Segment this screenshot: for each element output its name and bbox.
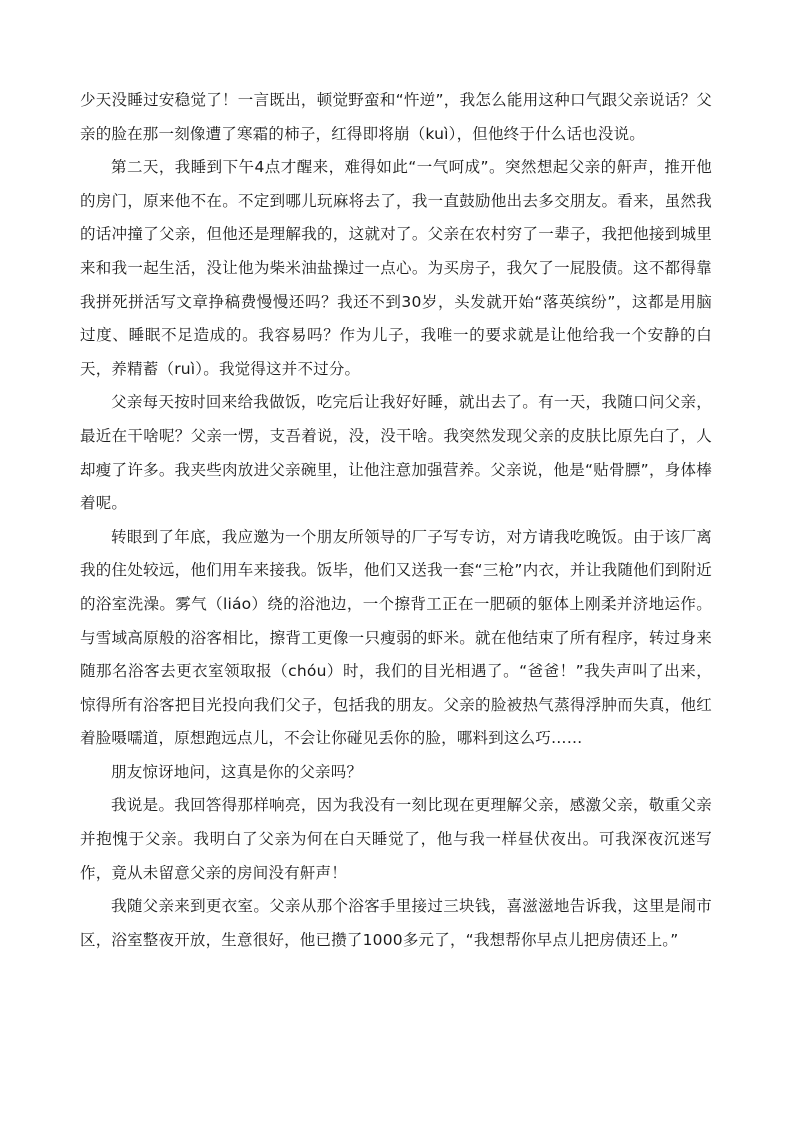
paragraph-5: 朋友惊讶地问，这真是你的父亲吗？ <box>111 762 363 781</box>
paragraph-3: 父亲每天按时回来给我做饭，吃完后让我好好睡，就出去了。有一天，我随口问父亲，最近在干啥呢？父亲一愣，支吾着说，没，没干啥。我突然发现父亲的皮肤比原先白了，人却瘦了许多。我夹些肉放进父亲碗里，让他注意加强营养。父亲说，他是“贴骨膘”，身体棒着呢。 <box>80 393 712 513</box>
paragraph-4: 转眼到了年底，我应邀为一个朋友所领导的厂子写专访，对方请我吃晚饭。由于该厂离我的住处较远，他们用车来接我。饭毕，他们又送我一套“三枪”内衣，并让我随他们到附近的浴室洗澡。雾气（liáo）绕的浴池边，一个擦背工正在一肥硕的躯体上刚柔并济地运作。与雪域高原般的浴客相比，擦背工更像一只瘦弱的虾米。就在他结束了所有程序，转过身来随那名浴客去更衣室领取报（chóu）时，我们的目光相遇了。“爸爸！”我失声叫了出来，惊得所有浴客把目光投向我们父子，包括我的朋友。父亲的脸被热气蒸得浮肿而失真，他红着脸嗫嚅道，原想跑远点儿，不会让你碰见丢你的脸，哪料到这么巧…… <box>80 527 712 748</box>
paragraph-6: 我说是。我回答得那样响亮，因为我没有一刻比现在更理解父亲，感激父亲，敬重父亲并抱愧于父亲。我明白了父亲为何在白天睡觉了，他与我一样昼伏夜出。可我深夜沉迷写作，竟从未留意父亲的房间没有鼾声！ <box>80 796 712 882</box>
paragraph-2: 第二天，我睡到下午4点才醒来，难得如此“一气呵成”。突然想起父亲的鼾声，推开他的房门，原来他不在。不定到哪儿玩麻将去了，我一直鼓励他出去多交朋友。看来，虽然我的话冲撞了父亲，但他还是理解我的，这就对了。父亲在农村穷了一辈子，我把他接到城里来和我一起生活，没让他为柴米油盐操过一点心。为买房子，我欠了一屁股债。这不都得靠我拼死拼活写文章挣稿费慢慢还吗？我还不到30岁，头发就开始“落英缤纷”，这都是用脑过度、睡眠不足造成的。我容易吗？作为儿子，我唯一的要求就是让他给我一个安静的白天，养精蓄（ruì）。我觉得这并不过分。 <box>80 158 712 378</box>
paragraph-7: 我随父亲来到更衣室。父亲从那个浴客手里接过三块钱，喜滋滋地告诉我，这里是闹市区，浴室整夜开放，生意很好，他已攒了1000多元了，“我想帮你早点儿把房债还上。” <box>80 897 712 949</box>
paragraph-1: 少天没睡过安稳觉了！一言既出，顿觉野蛮和“忤逆”，我怎么能用这种口气跟父亲说话？父亲的脸在那一刻像遭了寒霜的柿子，红得即将崩（kuì），但他终于什么话也没说。 <box>80 91 712 143</box>
